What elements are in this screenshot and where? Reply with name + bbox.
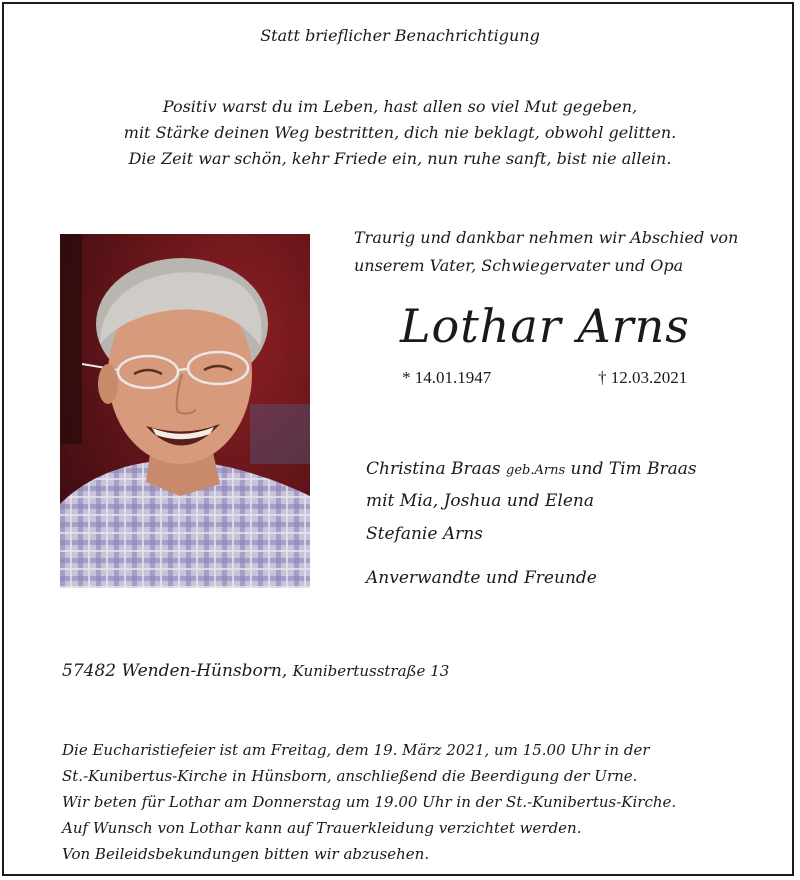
deceased-name: Lothar Arns — [400, 299, 690, 353]
service-line: St.-Kunibertus-Kirche in Hünsborn, anschließend die Beerdigung der Urne. — [62, 767, 638, 785]
intro-line: unserem Vater, Schwiegervater und Opa — [354, 256, 684, 275]
address-street: Kunibertusstraße 13 — [292, 662, 450, 680]
mourner-name: und Tim Braas — [565, 459, 697, 479]
service-line: Auf Wunsch von Lothar kann auf Trauerkleidung verzichtet werden. — [62, 819, 582, 837]
poem-line: Die Zeit war schön, kehr Friede ein, nun ruhe sanft, bist nie allein. — [128, 149, 672, 168]
poem-line: mit Stärke deinen Weg bestritten, dich nie beklagt, obwohl gelitten. — [123, 123, 677, 142]
service-line: Wir beten für Lothar am Donnerstag um 19.00 Uhr in der St.-Kunibertus-Kirche. — [62, 793, 677, 811]
portrait-photo — [60, 234, 310, 588]
header-notice: Statt brieflicher Benachrichtigung — [260, 26, 540, 45]
poem-line: Positiv warst du im Leben, hast allen so viel Mut gegeben, — [162, 97, 638, 116]
service-details — [62, 737, 676, 867]
intro-line: Traurig und dankbar nehmen wir Abschied von — [354, 228, 739, 247]
portrait-illustration — [60, 234, 310, 588]
mourner-line — [366, 454, 697, 486]
mourner-line: Anverwandte und Freunde — [366, 568, 597, 588]
poem — [4, 94, 796, 172]
address-city: 57482 Wenden-Hünsborn, — [62, 661, 288, 681]
birth-date: * 14.01.1947 — [402, 368, 492, 387]
obituary-card — [2, 2, 794, 876]
mourner-line: Stefanie Arns — [366, 524, 483, 544]
mourner-name: Christina Braas — [366, 459, 507, 479]
maiden-name: geb.Arns — [506, 463, 566, 478]
service-line: Von Beileidsbekundungen bitten wir abzusehen. — [62, 845, 430, 863]
mourners-family — [366, 454, 697, 516]
address — [62, 661, 449, 681]
service-line: Die Eucharistiefeier ist am Freitag, dem 19. März 2021, um 15.00 Uhr in der — [62, 741, 650, 759]
farewell-intro — [354, 224, 738, 280]
mourner-line: mit Mia, Joshua und Elena — [366, 491, 594, 511]
death-date: † 12.03.2021 — [598, 368, 688, 387]
